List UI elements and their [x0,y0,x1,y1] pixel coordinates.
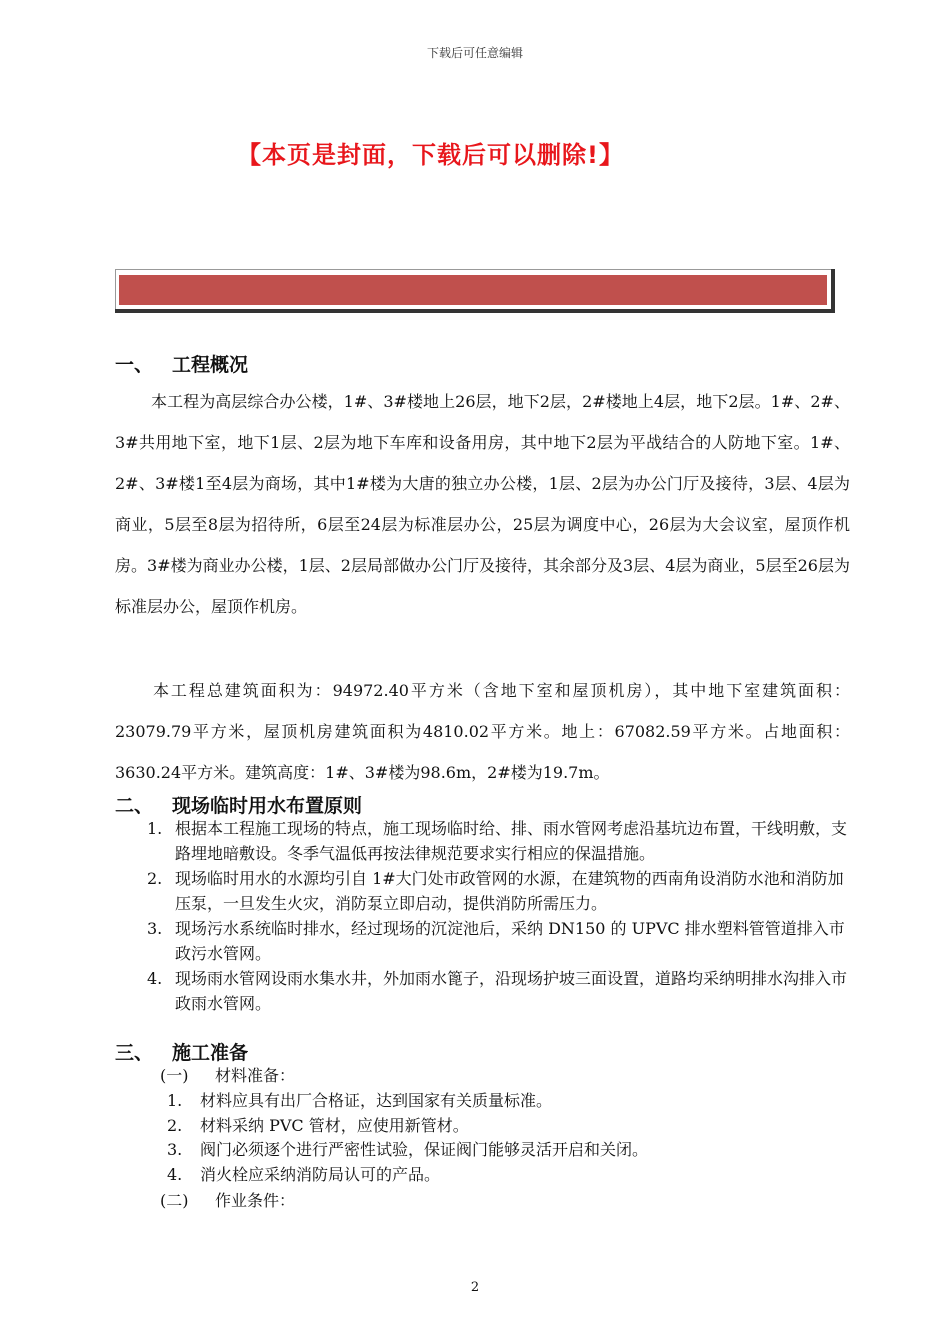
section-number: 一、 [115,354,154,376]
section-heading-water-principles [115,791,362,818]
list-item [115,816,850,866]
subsection-label: (一) [160,1066,189,1085]
list-item [115,1163,648,1188]
materials-list [115,1089,648,1187]
list-text: 阀门必须逐个进行严密性试验，保证阀门能够灵活开启和关闭。 [200,1140,649,1160]
list-number: 1. [167,1091,183,1110]
banner-frame-shadow [115,269,835,313]
list-text: 现场污水系统临时排水，经过现场的沉淀池后，采纳 DN150 的 UPVC 排水塑料管管道排入市政污水管网。 [175,919,845,963]
list-number: 2. [147,869,163,888]
list-number: 4. [167,1164,183,1184]
overview-paragraph-1 [115,381,850,627]
list-item [115,1089,648,1114]
overview-text-1: 本工程为高层综合办公楼，1#、3#楼地上26层，地下2层，2#楼地上4层，地下2层。1#、2#、3#共用地下室，地下1层、2层为地下车库和设备用房，其中地下2层为平战结合的人防地下室。1#、2#、3#楼1至4层为商场，其中1#楼为大唐的独立办公楼，1层、2层为办公门厅及接待，3层、4层为商业，5层至8层为招待所，6层至24层为标准层办公，25层为调度中心，26层为大会议室，屋顶作机房。3#楼为商业办公楼，1层、2层局部做办公门厅及接待，其余部分及3层、4层为商业，5层至26层为标准层办公，屋顶作机房。 [115,392,850,616]
list-item [115,866,850,916]
subsection-materials [115,1063,295,1088]
list-item [115,966,850,1016]
principles-list [115,816,850,1016]
section-heading-preparation [115,1038,248,1065]
page-number: 2 [470,1280,480,1295]
cover-notice: 【本页是封面，下载后可以删除!】 [237,141,624,169]
section-heading-overview [115,350,248,377]
header-note: 下载后可任意编辑 [426,46,523,60]
list-text: 材料采纳 PVC 管材，应使用新管材。 [200,1115,469,1135]
list-text: 根据本工程施工现场的特点，施工现场临时给、排、雨水管网考虑沿基坑边布置，干线明敷，支路埋地暗敷设。冬季气温低再按法律规范要求实行相应的保温措施。 [175,819,848,863]
list-item [115,1138,648,1163]
section-number: 二、 [115,795,154,817]
section-title: 现场临时用水布置原则 [172,795,363,817]
list-number: 3. [167,1140,183,1160]
list-number: 1. [147,819,163,838]
list-number: 3. [147,919,163,938]
list-text: 材料应具有出厂合格证，达到国家有关质量标准。 [200,1091,553,1110]
list-number: 4. [147,969,163,988]
list-item [115,1114,648,1139]
list-item [115,916,850,966]
list-text: 消火栓应采纳消防局认可的产品。 [200,1164,441,1184]
list-text: 现场临时用水的水源均引自 1#大门处市政管网的水源，在建筑物的西南角设消防水池和消防加压泵，一旦发生火灾，消防泵立即启动，提供消防所需压力。 [175,869,844,913]
section-title: 工程概况 [172,354,249,376]
overview-paragraph-2 [115,670,850,793]
section-title: 施工准备 [172,1042,249,1064]
subsection-label: (二) [160,1191,189,1210]
section-number: 三、 [115,1042,154,1064]
subsection-conditions [115,1188,295,1213]
overview-text-2: 本工程总建筑面积为：94972.40平方米（含地下室和屋顶机房），其中地下室建筑面积：23079.79平方米，屋顶机房建筑面积为4810.02平方米。地上：67082.59平方米。占地面积：3630.24平方米。建筑高度：1#、3#楼为98.6m，2#楼为19.7m。 [115,681,850,782]
subsection-title: 材料准备： [215,1066,296,1085]
list-text: 现场雨水管网设雨水集水井，外加雨水篦子，沿现场护坡三面设置，道路均采纳明排水沟排入市政雨水管网。 [175,969,848,1013]
list-number: 2. [167,1115,183,1135]
decorative-banner [115,269,835,313]
subsection-title: 作业条件： [215,1191,296,1210]
